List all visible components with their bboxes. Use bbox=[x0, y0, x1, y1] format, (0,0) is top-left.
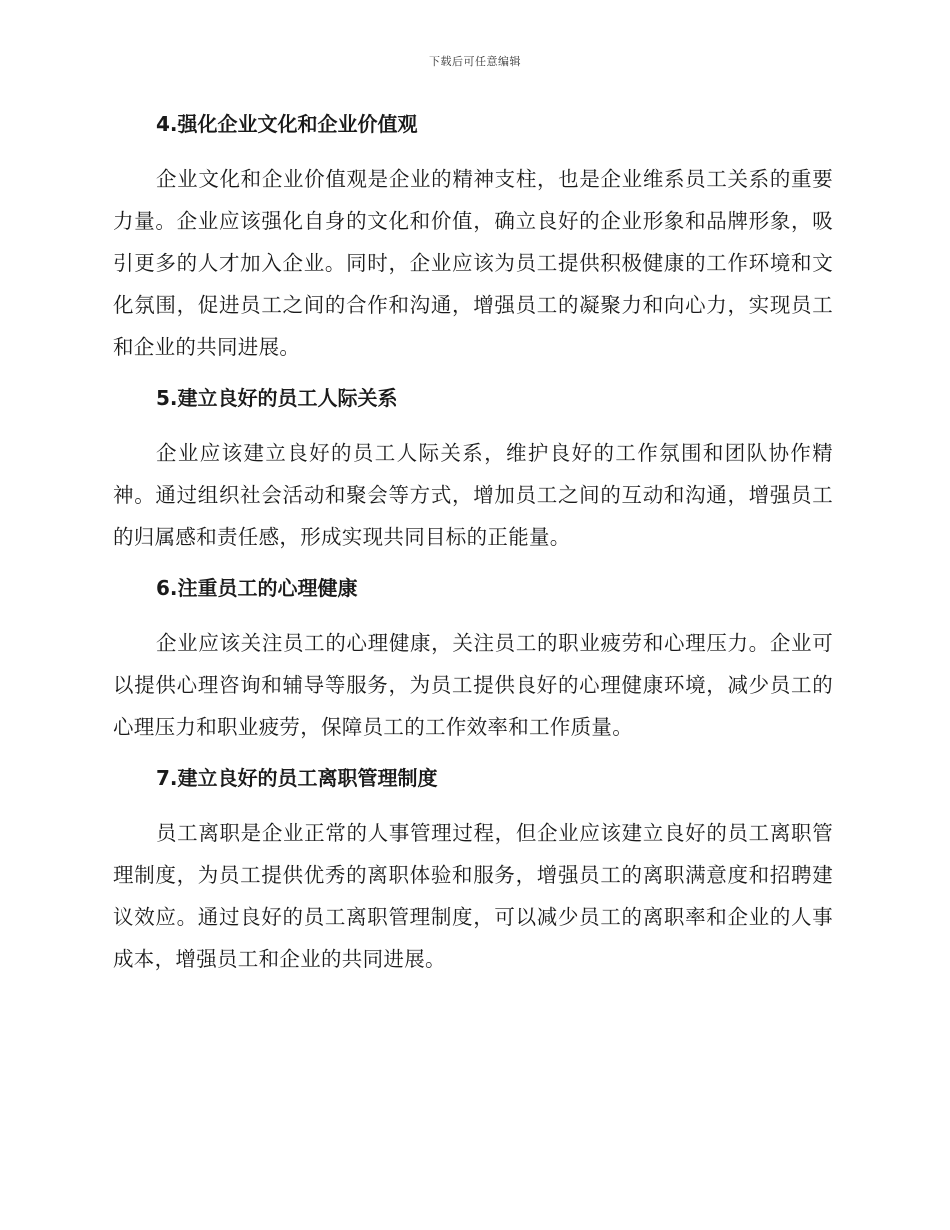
section-paragraph: 企业应该关注员工的心理健康，关注员工的职业疲劳和心理压力。企业可以提供心理咨询和辅导等服务，为员工提供良好的心理健康环境，减少员工的心理压力和职业疲劳，保障员工的工作效率和工作质量。 bbox=[113, 631, 833, 739]
section-heading: 4.强化企业文化和企业价值观 bbox=[156, 112, 418, 136]
section-paragraph: 企业应该建立良好的员工人际关系，维护良好的工作氛围和团队协作精神。通过组织社会活动和聚会等方式，增加员工之间的互动和沟通，增强员工的归属感和责任感，形成实现共同目标的正能量。 bbox=[113, 441, 833, 549]
section-6 bbox=[113, 572, 833, 748]
section-7 bbox=[113, 762, 833, 980]
section-heading: 5.建立良好的员工人际关系 bbox=[156, 386, 398, 410]
section-5 bbox=[113, 382, 833, 558]
section-paragraph: 企业文化和企业价值观是企业的精神支柱，也是企业维系员工关系的重要力量。企业应该强化自身的文化和价值，确立良好的企业形象和品牌形象，吸引更多的人才加入企业。同时，企业应该为员工提供积极健康的工作环境和文化氛围，促进员工之间的合作和沟通，增强员工的凝聚力和向心力，实现员工和企业的共同进展。 bbox=[113, 167, 833, 359]
section-paragraph: 员工离职是企业正常的人事管理过程，但企业应该建立良好的员工离职管理制度，为员工提供优秀的离职体验和服务，增强员工的离职满意度和招聘建议效应。通过良好的员工离职管理制度，可以减少员工的离职率和企业的人事成本，增强员工和企业的共同进展。 bbox=[113, 821, 833, 971]
section-4 bbox=[113, 108, 833, 368]
document-body bbox=[113, 108, 833, 994]
section-heading: 7.建立良好的员工离职管理制度 bbox=[156, 766, 438, 790]
section-heading: 6.注重员工的心理健康 bbox=[156, 576, 358, 600]
page-header: 下载后可任意编辑 bbox=[429, 55, 521, 68]
